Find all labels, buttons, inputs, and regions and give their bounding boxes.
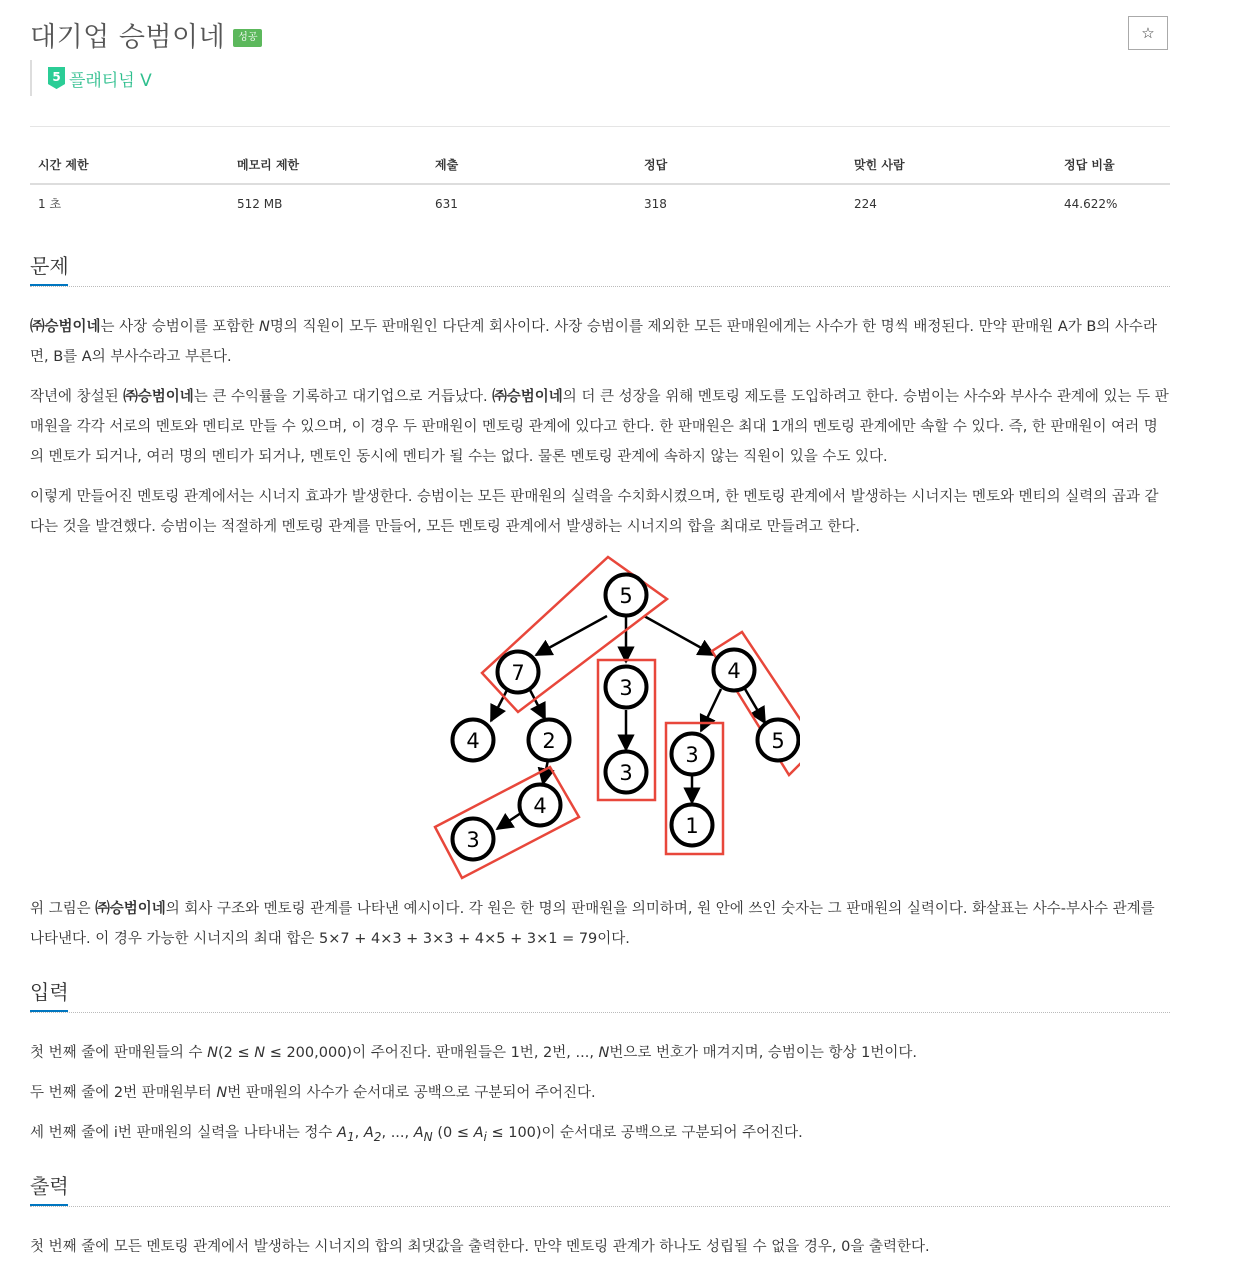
tier-label[interactable]: 플래티넘 V	[69, 70, 152, 91]
text: 위 그림은	[30, 901, 96, 917]
section-divider	[30, 1206, 1170, 1207]
edge	[491, 690, 507, 721]
node-label: 7	[511, 661, 525, 685]
input-line-2	[30, 1078, 1170, 1108]
edge	[497, 813, 521, 829]
node-label: 4	[466, 729, 480, 753]
tier-number: 5	[52, 70, 61, 84]
text: 는 사장 승범이를 포함한	[100, 319, 260, 335]
stats-value-row	[30, 184, 1170, 222]
node-label: 5	[619, 584, 633, 608]
var-n: N	[207, 1045, 218, 1061]
title-row	[30, 14, 262, 54]
stats-table	[30, 148, 1170, 222]
divider	[30, 126, 1170, 127]
var-a: A	[413, 1125, 424, 1141]
stats-header-row	[30, 148, 1170, 184]
stats-header-accepted: 정답	[636, 148, 846, 184]
company-tree-figure	[400, 548, 800, 888]
text: ≤ 100)이 순서대로 공백으로 구분되어 주어진다.	[486, 1125, 803, 1141]
var-n: N	[259, 319, 270, 335]
star-icon: ☆	[1141, 24, 1155, 42]
input-line-1	[30, 1038, 1170, 1068]
text: 세 번째 줄에 i번 판매원의 실력을 나타내는 정수	[30, 1125, 338, 1141]
stats-ratio: 44.622%	[1064, 196, 1118, 211]
star-button[interactable]	[1128, 16, 1168, 50]
company-name: ㈜승범이네	[123, 389, 194, 405]
stats-submit[interactable]: 631	[435, 196, 458, 211]
tree-node	[672, 734, 713, 775]
problem-paragraph-4	[30, 894, 1170, 954]
tree-node	[606, 575, 647, 616]
node-label: 3	[619, 761, 633, 785]
section-title-output: 출력	[30, 1174, 69, 1198]
subscript: N	[423, 1129, 433, 1144]
node-label: 5	[771, 729, 785, 753]
tree-node	[529, 720, 570, 761]
text: , ...,	[381, 1125, 414, 1141]
stats-memory: 512 MB	[237, 196, 283, 211]
text: 작년에 창설된	[30, 389, 124, 405]
text: 두 번째 줄에 2번 판매원부터	[30, 1085, 217, 1101]
problem-paragraph-1	[30, 312, 1170, 372]
var-a: A	[337, 1125, 347, 1141]
tree-node	[520, 785, 561, 826]
text: 는 큰 수익률을 기록하고 대기업으로 거듭났다.	[193, 389, 493, 405]
stats-header-submit: 제출	[427, 148, 636, 184]
result-badge: 성공	[233, 29, 262, 47]
text: (2 ≤	[217, 1045, 255, 1061]
section-title-input: 입력	[30, 980, 69, 1004]
tree-node	[498, 652, 539, 693]
text: ≤ 200,000)이 주어진다. 판매원들은 1번, 2번, ...,	[265, 1045, 599, 1061]
var-n: N	[598, 1045, 610, 1061]
node-label: 2	[542, 729, 556, 753]
problem-title: 대기업 승범이네	[30, 21, 226, 53]
text: 첫 번째 줄에 판매원들의 수	[30, 1045, 208, 1061]
node-label: 1	[685, 814, 699, 838]
text: ,	[354, 1125, 364, 1141]
tree-node	[606, 752, 647, 793]
node-label: 4	[533, 794, 547, 818]
tree-node	[758, 720, 799, 761]
text: 번 판매원의 사수가 순서대로 공백으로 구분되어 주어진다.	[227, 1085, 596, 1101]
subscript: i	[483, 1129, 487, 1144]
tree-node	[714, 650, 755, 691]
tier-row	[30, 60, 152, 96]
section-title-problem: 문제	[30, 254, 69, 278]
tree-node	[453, 819, 494, 860]
edge	[701, 689, 721, 731]
text: (0 ≤	[432, 1125, 474, 1141]
var-n: N	[254, 1045, 266, 1061]
edge	[543, 760, 548, 784]
stats-header-solvers: 맞힌 사람	[846, 148, 1056, 184]
tree-node	[672, 805, 713, 846]
subscript: 1	[346, 1129, 355, 1144]
problem-paragraph-3: 이렇게 만들어진 멘토링 관계에서는 시너지 효과가 발생한다. 승범이는 모든 판매원의 실력을 수치화시켰으며, 한 멘토링 관계에서 발생하는 시너지는 멘토와 멘티의 실력의 곱과 같다는 것을 발견했다. 승범이는 적절하게 멘토링 관계를 만들어, 모든 멘토링 관계에서 발생하는 시너지의 합을 최대로 만들려고 한다.	[30, 489, 1159, 535]
text: 번으로 번호가 매겨지며, 승범이는 항상 1번이다.	[609, 1045, 918, 1061]
var-a: A	[363, 1125, 374, 1141]
output-line-1: 첫 번째 줄에 모든 멘토링 관계에서 발생하는 시너지의 합의 최댓값을 출력한다. 만약 멘토링 관계가 하나도 성립될 수 없을 경우, 0을 출력한다.	[30, 1239, 930, 1255]
company-name: ㈜승범이네	[30, 319, 101, 335]
section-divider	[30, 1012, 1170, 1013]
stats-header-ratio: 정답 비율	[1056, 148, 1170, 184]
stats-accepted[interactable]: 318	[644, 196, 667, 211]
problem-paragraph-2	[30, 382, 1170, 472]
stats-header-memory: 메모리 제한	[229, 148, 427, 184]
tree-node	[453, 720, 494, 761]
var-a: A	[473, 1125, 484, 1141]
edge	[644, 616, 714, 655]
text: 의 회사 구조와 멘토링 관계를 나타낸 예시이다. 각 원은 한 명의 판매원을 의미하며, 원 안에 쓰인 숫자는 그 판매원의 실력이다. 화살표는 사수-부사수 관계를 나타낸다. 이 경우 가능한 시너지의 최대 합은 5×7 + 4×3 + 3×3 + 4×5 + 3×1 = 79이다.	[30, 901, 1155, 947]
text: 명의 직원이 모두 판매원인 다단계 회사이다. 사장 승범이를 제외한 모든 판매원에게는 사수가 한 명씩 배정된다. 만약 판매원 A가 B의 사수라면, B를 A의 부사수라고 부른다.	[30, 319, 1157, 365]
stats-solvers[interactable]: 224	[854, 196, 877, 211]
node-label: 3	[685, 743, 699, 767]
edge	[536, 616, 607, 655]
tree-node	[606, 667, 647, 708]
stats-time: 1 초	[38, 197, 62, 211]
input-line-3	[30, 1118, 1170, 1152]
node-label: 4	[727, 659, 741, 683]
stats-header-time: 시간 제한	[30, 148, 229, 184]
tier-icon	[48, 67, 65, 89]
company-name: ㈜승범이네	[95, 901, 166, 917]
node-label: 3	[466, 828, 480, 852]
subscript: 2	[373, 1129, 382, 1144]
section-divider	[30, 286, 1170, 287]
node-label: 3	[619, 676, 633, 700]
var-n: N	[216, 1085, 228, 1101]
text: 의 더 큰 성장을 위해 멘토링 제도를 도입하려고 한다. 승범이는 사수와 부사수 관계에 있는 두 판매원을 각각 서로의 멘토와 멘티로 만들 수 있으며, 이 경우 두 판매원이 멘토링 관계에 있다고 한다. 한 판매원은 최대 1개의 멘토링 관계에만 속할 수 있다. 즉, 한 판매원이 여러 명의 멘토가 되거나, 여러 명의 멘티가 되거나, 멘토인 동시에 멘티가 될 수는 없다. 물론 멘토링 관계에 속하지 않는 직원이 있을 수도 있다.	[30, 389, 1169, 465]
company-name: ㈜승범이네	[492, 389, 563, 405]
